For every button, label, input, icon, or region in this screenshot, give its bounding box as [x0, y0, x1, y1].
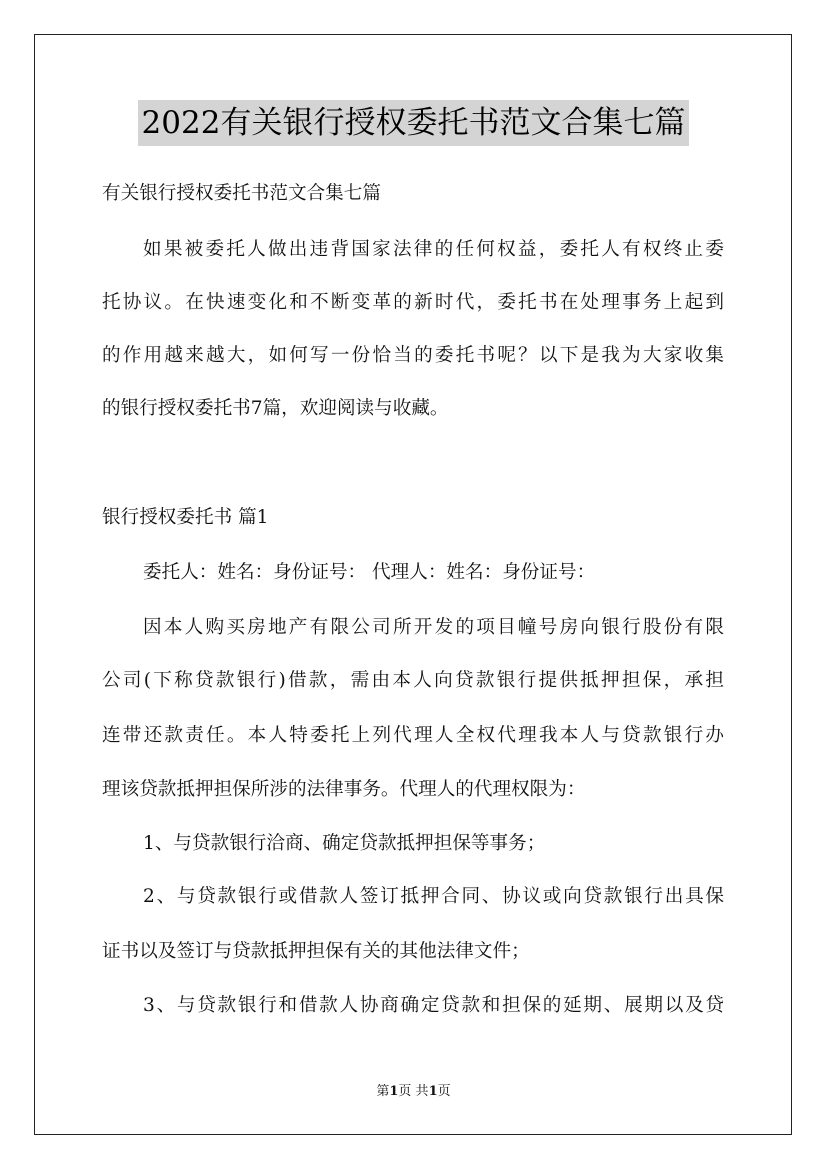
document-subtitle: 有关银行授权委托书范文合集七篇 — [102, 183, 381, 204]
intro-line-1: 如果被委托人做出违背国家法律的任何权益，委托人有权终止委 — [143, 239, 724, 260]
page-label-suffix: 页 — [437, 1084, 451, 1099]
body-line-5: 1、与贷款银行洽商、确定贷款抵押担保等事务； — [143, 833, 546, 854]
intro-line-2: 托协议。在快速变化和不断变革的新时代，委托书在处理事务上起到 — [102, 292, 724, 313]
page-label-mid: 页 共 — [398, 1084, 429, 1099]
parties-line: 委托人：姓名：身份证号： 代理人：姓名：身份证号： — [143, 562, 596, 583]
body-line-1: 因本人购买房地产有限公司所开发的项目幢号房向银行股份有限 — [143, 617, 724, 638]
body-line-8: 3、与贷款银行和借款人协商确定贷款和担保的延期、展期以及贷 — [143, 995, 724, 1016]
intro-line-3: 的作用越来越大，如何写一份恰当的委托书呢？以下是我为大家收集 — [102, 345, 724, 366]
intro-line-4: 的银行授权委托书7篇，欢迎阅读与收藏。 — [102, 398, 449, 419]
page-label-prefix: 第 — [376, 1084, 390, 1099]
document-title: 2022有关银行授权委托书范文合集七篇 — [138, 100, 690, 146]
page-current-number: 1 — [389, 1084, 399, 1099]
page-total-number: 1 — [428, 1084, 438, 1099]
page-footer — [0, 1083, 827, 1101]
section-heading: 银行授权委托书 篇1 — [102, 507, 269, 528]
body-line-6: 2、与贷款银行或借款人签订抵押合同、协议或向贷款银行出具保 — [143, 886, 724, 907]
body-line-2: 公司(下称贷款银行)借款，需由本人向贷款银行提供抵押担保，承担 — [102, 670, 724, 691]
body-line-3: 连带还款责任。本人特委托上列代理人全权代理我本人与贷款银行办 — [102, 725, 724, 746]
body-line-7: 证书以及签订与贷款抵押担保有关的其他法律文件； — [102, 941, 530, 962]
document-title-container — [0, 100, 827, 146]
body-line-4: 理该贷款抵押担保所涉的法律事务。代理人的代理权限为： — [102, 779, 586, 800]
